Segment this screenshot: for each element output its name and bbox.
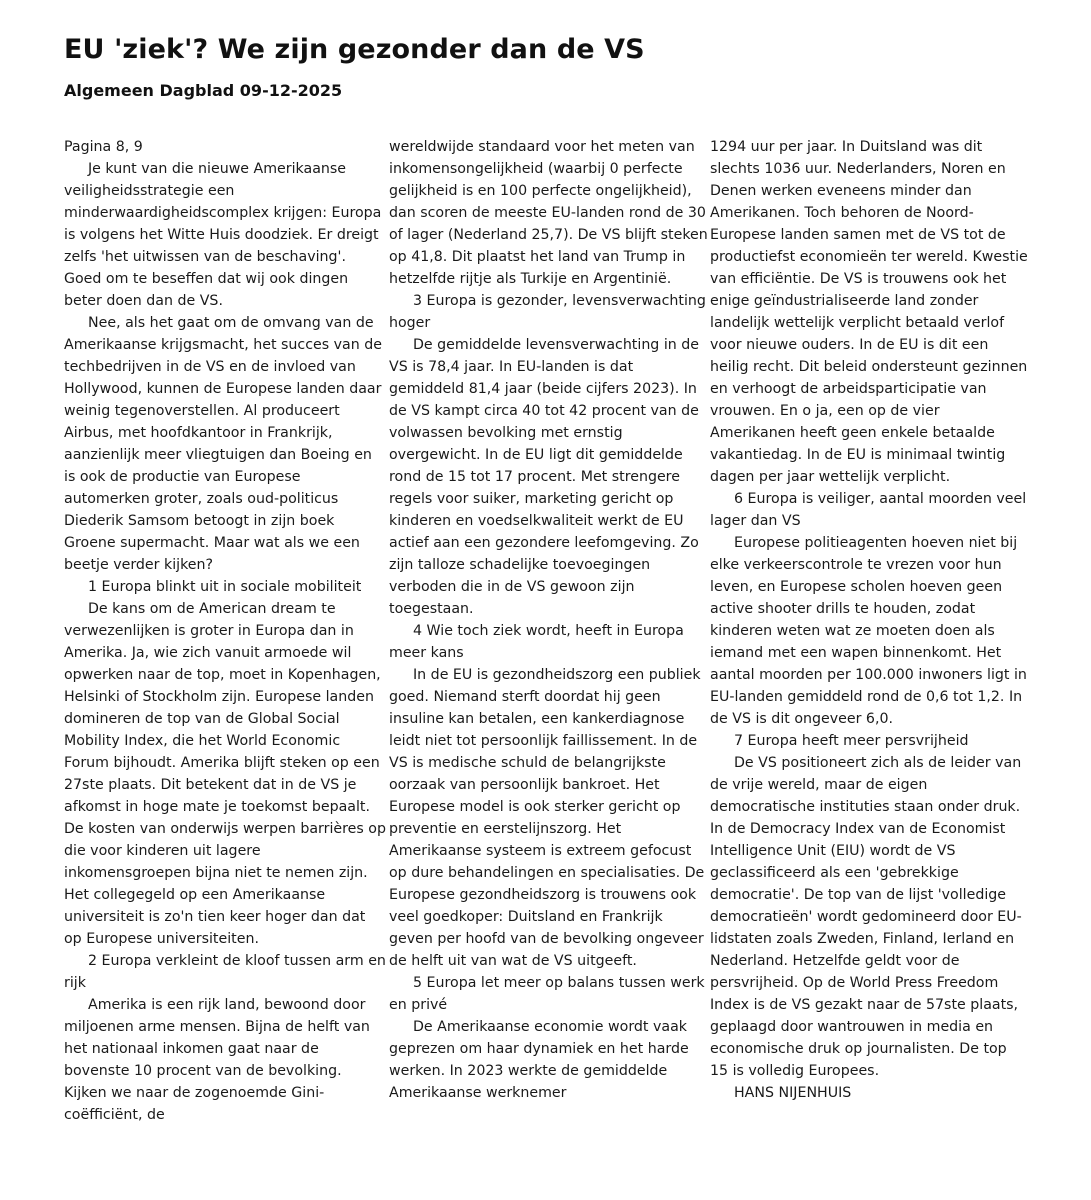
section-heading: 3 Europa is gezonder, levensverwachting hoger	[389, 293, 706, 331]
paragraph: Je kunt van die nieuwe Amerikaanse veiligheidsstrategie een minderwaardigheidscomplex krijgen: Europa is volgens het Witte Huis doodziek. Er dreigt zelfs 'het uitwissen van de beschaving'. Goed om te beseffen dat wij ook dingen beter doen dan de VS.	[64, 161, 382, 309]
paragraph: De gemiddelde levensverwachting in de VS is 78,4 jaar. In EU-landen is dat gemiddeld 81,4 jaar (beide cijfers 2023). In de VS kampt circa 40 tot 42 procent van de volwassen bevolking met ernstig overgewicht. In de EU ligt dit gemiddelde rond de 15 tot 17 procent. Met strengere regels voor suiker, marketing gericht op kinderen en voedselkwaliteit werkt de EU actief aan een gezondere leefomgeving. Zo zijn talloze schadelijke toevoegingen verboden die in de VS gewoon zijn toegestaan.	[389, 337, 700, 617]
paragraph: De VS positioneert zich als de leider van de vrije wereld, maar de eigen democratische instituties staan onder druk. In de Democracy Index van de Economist Intelligence Unit (EIU) wordt de VS geclassificeerd als een 'gebrekkige democratie'. De top van de lijst 'volledige democratieën' wordt gedomineerd door EU-lidstaten zoals Zweden, Finland, Ierland en Nederland. Hetzelfde geldt voor de persvrijheid. Op de World Press Freedom Index is de VS gezakt naar de 57ste plaats, geplaagd door wantrouwen in media en economische druk op journalisten. De top 15 is volledig Europees.	[710, 755, 1022, 1079]
section-heading: 5 Europa let meer op balans tussen werk en privé	[389, 975, 705, 1013]
text-column-3	[710, 136, 1028, 1104]
section-heading: 7 Europa heeft meer persvrijheid	[734, 733, 969, 749]
paragraph: In de EU is gezondheidszorg een publiek goed. Niemand sterft doordat hij geen insuline kan betalen, een kankerdiagnose leidt niet tot persoonlijk faillissement. In de VS is medische schuld de belangrijkste oorzaak van persoonlijk bankroet. Het Europese model is ook sterker gericht op preventie en eerstelijnszorg. Het Amerikaanse systeem is extreem gefocust op dure behandelingen en specialisaties. De Europese gezondheidszorg is trouwens ook veel goedkoper: Duitsland en Frankrijk geven per hoofd van de bevolking ongeveer de helft uit van wat de VS uitgeeft.	[389, 667, 705, 969]
paragraph: Nee, als het gaat om de omvang van de Amerikaanse krijgsmacht, het succes van de techbedrijven in de VS en de invloed van Hollywood, kunnen de Europese landen daar weinig tegenoverstellen. Al produceert Airbus, met hoofdkantoor in Frankrijk, aanzienlijk meer vliegtuigen dan Boeing en is ook de productie van Europese automerken groter, zoals oud-politicus Diederik Samsom betoogt in zijn boek Groene supermacht. Maar wat als we een beetje verder kijken?	[64, 315, 382, 573]
text-column-1	[64, 136, 386, 1126]
section-heading: 4 Wie toch ziek wordt, heeft in Europa meer kans	[389, 623, 684, 661]
paragraph: De Amerikaanse economie wordt vaak geprezen om haar dynamiek en het harde werken. In 2023 werkte de gemiddelde Amerikaanse werknemer	[389, 1019, 689, 1101]
section-heading: 6 Europa is veiliger, aantal moorden veel lager dan VS	[710, 491, 1027, 529]
section-heading: 1 Europa blinkt uit in sociale mobiliteit	[88, 579, 362, 595]
paragraph: De kans om de American dream te verwezenlijken is groter in Europa dan in Amerika. Ja, wie zich vanuit armoede wil opwerken naar de top, moet in Kopenhagen, Helsinki of Stockholm zijn. Europese landen domineren de top van de Global Social Mobility Index, die het World Economic Forum bijhoudt. Amerika blijft steken op een 27ste plaats. Dit betekent dat in de VS je afkomst in hoge mate je toekomst bepaalt. De kosten van onderwijs werpen barrières op die voor kinderen uit lagere inkomensgroepen bijna niet te nemen zijn. Het collegegeld op een Amerikaanse universiteit is zo'n tien keer hoger dan dat op Europese universiteiten.	[64, 601, 386, 947]
paragraph-continued: 1294 uur per jaar. In Duitsland was dit slechts 1036 uur. Nederlanders, Noren en Denen werken eveneens minder dan Amerikanen. Toch behoren de Noord-Europese landen samen met de VS tot de productiefst economieën ter wereld. Kwestie van efficiëntie. De VS is trouwens ook het enige geïndustrialiseerde land zonder landelijk wettelijk verplicht betaald verlof voor nieuwe ouders. In de EU is dit een heilig recht. Dit beleid ondersteunt gezinnen en verhoogt de arbeidsparticipatie van vrouwen. En o ja, een op de vier Amerikanen heeft geen enkele betaalde vakantiedag. In de EU is minimaal twintig dagen per jaar wettelijk verplicht.	[710, 139, 1028, 485]
article-source: Algemeen Dagblad 09-12-2025	[64, 81, 343, 100]
article-title: EU 'ziek'? We zijn gezonder dan de VS	[64, 34, 645, 65]
paragraph: Europese politieagenten hoeven niet bij elke verkeerscontrole te vrezen voor hun leven, en Europese scholen hoeven geen active shooter drills te houden, zodat kinderen weten wat ze moeten doen als iemand met een wapen binnenkomt. Het aantal moorden per 100.000 inwoners ligt in EU-landen gemiddeld rond de 0,6 tot 1,2. In de VS is dit ongeveer 6,0.	[710, 535, 1027, 727]
text-column-2	[389, 136, 711, 1104]
section-heading: 2 Europa verkleint de kloof tussen arm en rijk	[64, 953, 386, 991]
author-byline: HANS NIJENHUIS	[734, 1085, 852, 1101]
page-reference: Pagina 8, 9	[64, 139, 143, 155]
paragraph-continued: wereldwijde standaard voor het meten van inkomensongelijkheid (waarbij 0 perfecte gelijkheid is en 100 perfecte ongelijkheid), dan scoren de meeste EU-landen rond de 30 of lager (Nederland 25,7). De VS blijft steken op 41,8. Dit plaatst het land van Trump in hetzelfde rijtje als Turkije en Argentinië.	[389, 139, 708, 287]
paragraph: Amerika is een rijk land, bewoond door miljoenen arme mensen. Bijna de helft van het nationaal inkomen gaat naar de bovenste 10 procent van de bevolking. Kijken we naar de zogenoemde Gini-coëfficiënt, de	[64, 997, 370, 1123]
